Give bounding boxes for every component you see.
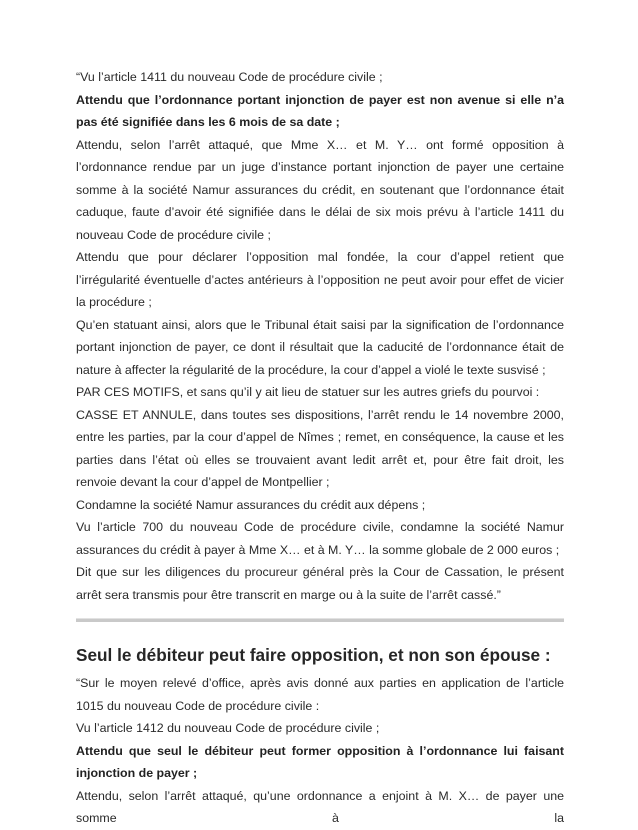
paragraph: Qu’en statuant ainsi, alors que le Tribunal était saisi par la signification de l’ordonnance portant injonction de payer, ce dont il résultait que la caducité de l’ordonnance était de nature à affecter la régularité de la procédure, la cour d’appel a violé le texte susvisé ;: [76, 317, 564, 377]
paragraph: Condamne la société Namur assurances du crédit aux dépens ;: [76, 497, 426, 512]
paragraph: Attendu que l’ordonnance portant injonction de payer est non avenue si elle n’a pas été signifiée dans les 6 mois de sa date ;: [76, 92, 564, 129]
paragraph: PAR CES MOTIFS, et sans qu’il y ait lieu de statuer sur les autres griefs du pourvoi :: [76, 385, 540, 399]
section-heading: Seul le débiteur peut faire opposition, et non son épouse :: [76, 645, 551, 665]
second-ruling-text-section: [76, 672, 564, 830]
paragraph: “Vu l’article 1411 du nouveau Code de procédure civile ;: [76, 70, 383, 84]
paragraph: Attendu que seul le débiteur peut former opposition à l’ordonnance lui faisant injonction de payer ;: [76, 743, 564, 780]
section-divider: [76, 618, 564, 622]
paragraph: Dit que sur les diligences du procureur général près la Cour de Cassation, le présent arrêt sera transmis pour être transcrit en marge ou à la suite de l’arrêt cassé.”: [76, 565, 564, 602]
paragraph: CASSE ET ANNULE, dans toutes ses dispositions, l’arrêt rendu le 14 novembre 2000, entre les parties, par la cour d’appel de Nîmes ; remet, en conséquence, la cause et les parties dans l’état où elles se trouvaient avant ledit arrêt et, pour être fait droit, les renvoie devant la cour d’appel de Montpellier ;: [76, 407, 564, 489]
document-page: [76, 66, 564, 830]
paragraph: Attendu que pour déclarer l’opposition mal fondée, la cour d’appel retient que l’irrégularité éventuelle d’actes antérieurs à l’opposition ne peut avoir pour effet de vicier la procédure ;: [76, 250, 564, 309]
paragraph: Vu l’article 1412 du nouveau Code de procédure civile ;: [76, 721, 380, 735]
paragraph: Vu l’article 700 du nouveau Code de procédure civile, condamne la société Namur assurances du crédit à payer à Mme X… et à M. Y… la somme globale de 2 000 euros ;: [76, 520, 564, 557]
paragraph: “Sur le moyen relevé d’office, après avis donné aux parties en application de l’article 1015 du nouveau Code de procédure civile :: [76, 676, 564, 713]
paragraph: Attendu, selon l’arrêt attaqué, que Mme X… et M. Y… ont formé opposition à l’ordonnance rendue par un juge d’instance portant injonction de payer une certaine somme à la société Namur assurances du crédit, en soutenant que l’ordonnance était caduque, faute d’avoir été signifiée dans le délai de six mois prévu à l’article 1411 du nouveau Code de procédure civile ;: [76, 137, 564, 242]
paragraph: Attendu, selon l’arrêt attaqué, qu’une ordonnance a enjoint à M. X… de payer une somme à la: [76, 788, 564, 825]
ruling-text-section: [76, 66, 564, 606]
